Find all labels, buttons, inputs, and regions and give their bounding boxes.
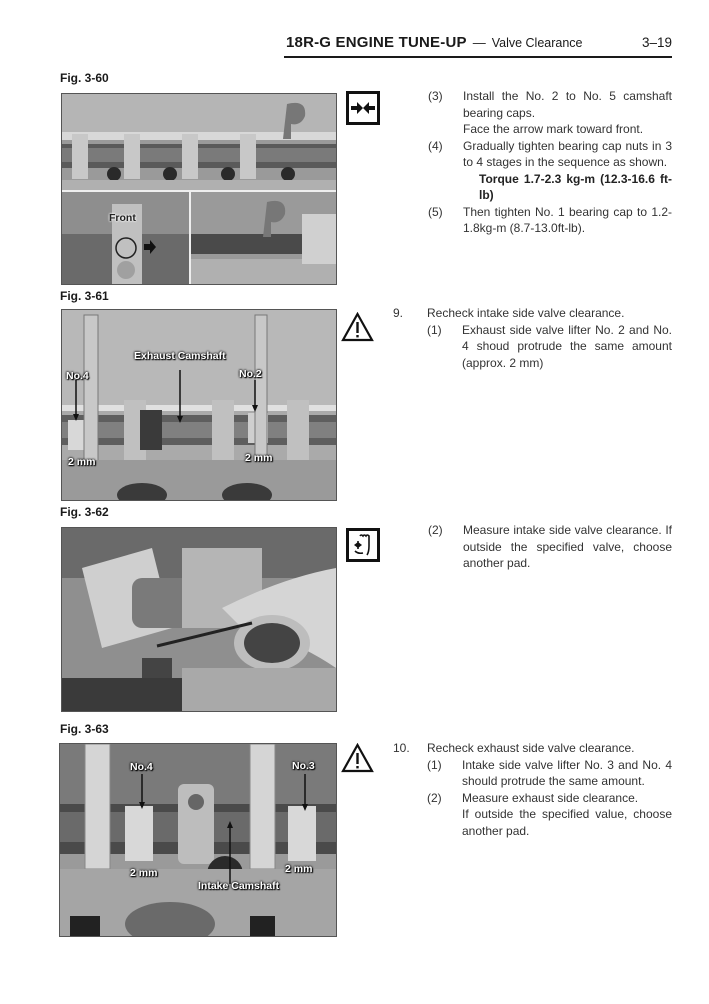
step-number: 9. bbox=[393, 306, 404, 320]
callout-2mm-left: 2 mm bbox=[130, 867, 158, 879]
hand-measure-icon bbox=[346, 528, 380, 562]
callout-2mm-right: 2 mm bbox=[245, 452, 273, 464]
figure-3-62-photo bbox=[61, 527, 337, 712]
callout-no3: No.3 bbox=[292, 760, 315, 772]
figure-label: Fig. 3-63 bbox=[60, 722, 109, 736]
step-9-1: (1) Exhaust side valve lifter No. 2 and No. 4 shoud protrude the same amount (approx. 2 mm) bbox=[427, 322, 672, 370]
figure-3-61-photo bbox=[61, 309, 337, 501]
step-9-2: (2) Measure intake side valve clearance. If outside the specified valve, choose another pad. bbox=[428, 523, 672, 570]
steps-section-1 bbox=[428, 88, 672, 237]
step-text: Then tighten No. 1 bearing cap to 1.2-1.8kg-m (8.7-13.0ft-lb). bbox=[463, 204, 672, 235]
callout-no4: No.4 bbox=[66, 370, 89, 382]
arrows-facing-inward-icon bbox=[346, 91, 380, 125]
callout-no2: No.2 bbox=[239, 368, 262, 380]
warning-triangle-icon bbox=[341, 312, 374, 342]
step-text: Measure intake side valve clearance. If outside the specified valve, choose another pad. bbox=[463, 523, 672, 570]
figure-label: Fig. 3-61 bbox=[60, 289, 109, 303]
figure-3-60-photo bbox=[61, 93, 337, 285]
step-number: 10. bbox=[393, 741, 410, 755]
step-text: Measure exhaust side clearance. bbox=[462, 790, 639, 805]
step-text: Gradually tighten bearing cap nuts in 3 to 4 stages in the sequence as shown. bbox=[463, 138, 672, 169]
header-rule bbox=[284, 56, 672, 58]
callout-intake-camshaft: Intake Camshaft bbox=[198, 880, 280, 892]
step-5: (5) Then tighten No. 1 bearing cap to 1.2-1.8kg-m (8.7-13.0ft-lb). bbox=[428, 204, 672, 235]
callout-exhaust-camshaft: Exhaust Camshaft bbox=[134, 350, 226, 362]
callout-no4: No.4 bbox=[130, 761, 153, 773]
callout-2mm-left: 2 mm bbox=[68, 456, 96, 468]
step-text: If outside the specified value, choose another pad. bbox=[462, 807, 672, 838]
step-text: Exhaust side valve lifter No. 2 and No. 4 shoud protrude the same amount (approx. 2 mm) bbox=[462, 322, 672, 370]
figure-3-63-photo bbox=[59, 743, 337, 937]
step-text: Install the No. 2 to No. 5 camshaft bearing caps. bbox=[463, 89, 672, 120]
step-4: (4) Gradually tighten bearing cap nuts in 3 to 4 stages in the sequence as shown. Torque 1.7-2.3 kg-m (12.3-16.6 ft-lb) bbox=[428, 138, 672, 202]
title-dash: — bbox=[472, 35, 486, 50]
step-10-1: (1) Intake side valve lifter No. 3 and No. 4 should protrude the same amount. bbox=[427, 757, 672, 788]
step-heading: Recheck exhaust side valve clearance. bbox=[427, 741, 635, 755]
step-10 bbox=[393, 740, 672, 839]
callout-front: Front bbox=[109, 212, 136, 224]
figure-label: Fig. 3-62 bbox=[60, 505, 109, 519]
step-text: Face the arrow mark toward front. bbox=[463, 122, 644, 136]
section-subtitle: Valve Clearance bbox=[491, 36, 583, 50]
step-10-2: (2) Measure exhaust side clearance. If outside the specified value, choose another pad. bbox=[427, 790, 672, 838]
torque-spec: Torque 1.7-2.3 kg-m (12.3-16.6 ft-lb) bbox=[479, 171, 672, 202]
page-number: 3–19 bbox=[641, 35, 672, 50]
warning-triangle-icon bbox=[341, 743, 374, 773]
step-3: (3) Install the No. 2 to No. 5 camshaft bearing caps. Face the arrow mark toward front. bbox=[428, 89, 672, 136]
step-9 bbox=[393, 305, 672, 371]
page-header bbox=[286, 34, 672, 56]
callout-2mm-right: 2 mm bbox=[285, 863, 313, 875]
figure-label: Fig. 3-60 bbox=[60, 71, 109, 85]
step-text: Intake side valve lifter No. 3 and No. 4 should protrude the same amount. bbox=[462, 757, 672, 788]
step-heading: Recheck intake side valve clearance. bbox=[427, 306, 625, 320]
section-title: 18R-G ENGINE TUNE-UP bbox=[286, 34, 467, 51]
